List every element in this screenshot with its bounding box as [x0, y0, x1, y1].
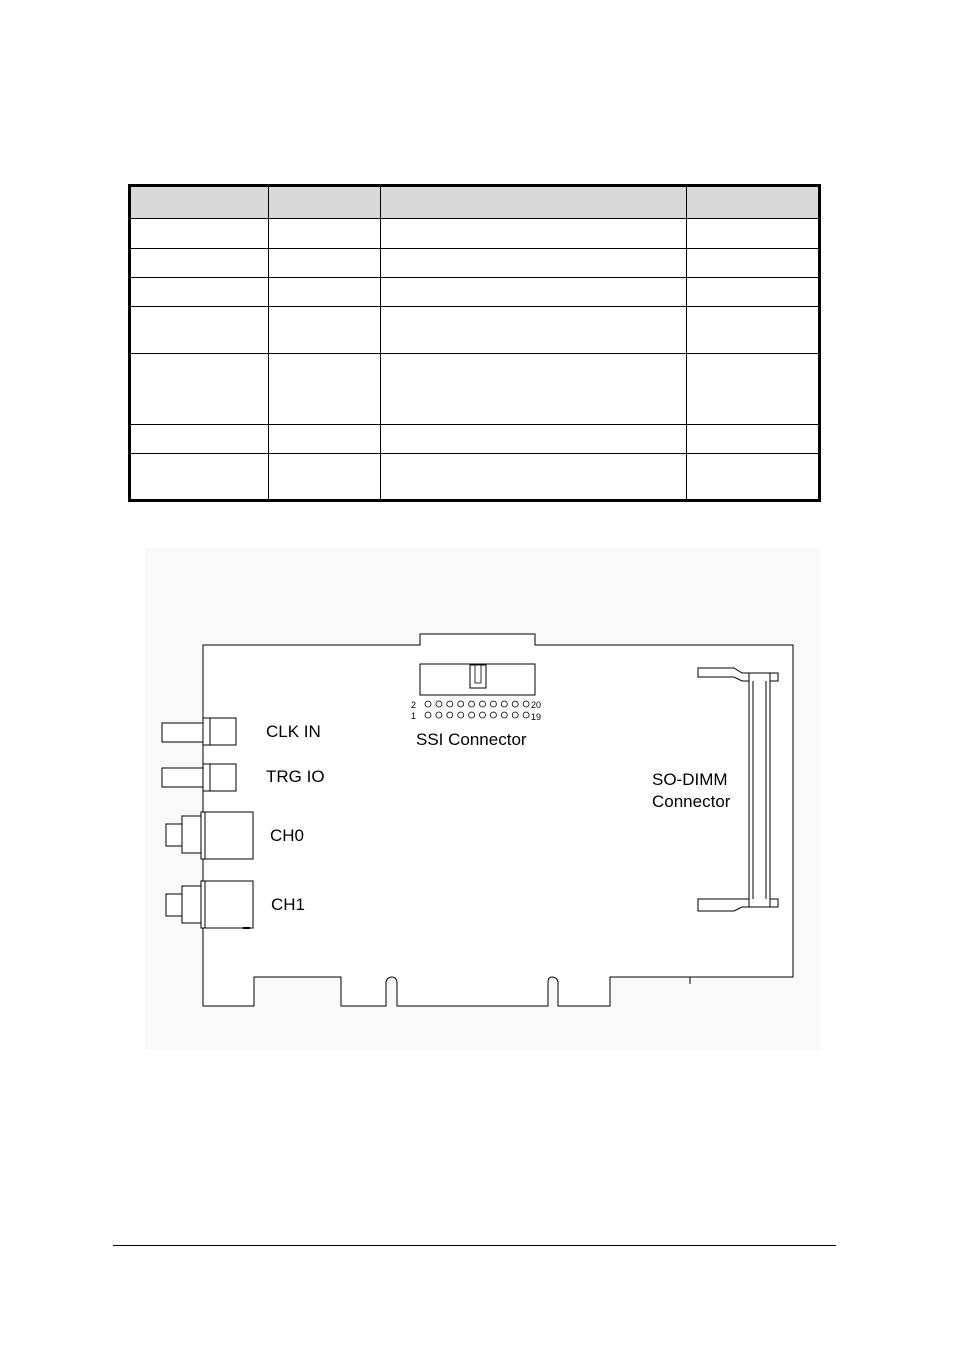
sodimm-label-line2: Connector — [652, 792, 731, 811]
ch0-plug — [166, 824, 182, 846]
trg-io-cable — [162, 768, 205, 787]
ssi-pin — [436, 701, 442, 707]
clk-in-cable — [162, 723, 205, 742]
trg-io-label: TRG IO — [266, 767, 325, 786]
footer-divider — [113, 1245, 836, 1246]
ssi-pin — [447, 712, 453, 718]
ssi-pin — [480, 712, 486, 718]
ssi-pin — [501, 701, 507, 707]
ssi-pin — [480, 701, 486, 707]
ch0-label: CH0 — [270, 826, 305, 845]
ssi-pin — [490, 712, 496, 718]
ch1-label: CH1 — [271, 895, 306, 914]
sodimm-label-line1: SO-DIMM — [652, 770, 728, 789]
ssi-pin — [436, 712, 442, 718]
ssi-pin — [425, 712, 431, 718]
clk-in-label: CLK IN — [266, 722, 321, 741]
clk-in-connector — [203, 718, 236, 745]
ch1-plug — [166, 894, 182, 916]
ssi-pin — [490, 701, 496, 707]
pin-label-19: 19 — [531, 712, 542, 722]
ssi-pin — [512, 701, 518, 707]
ssi-pin — [458, 712, 464, 718]
ch1-connector — [201, 881, 253, 928]
sodimm-slot-body — [749, 673, 770, 907]
ch1-collar — [182, 886, 202, 923]
pin-label-20: 20 — [531, 700, 542, 710]
ch0-collar — [182, 816, 202, 853]
pin-label-2: 2 — [411, 700, 417, 710]
ssi-connector-label: SSI Connector — [416, 730, 527, 749]
ssi-pin — [523, 701, 529, 707]
ssi-pin — [458, 701, 464, 707]
ssi-pin — [512, 712, 518, 718]
ssi-pin — [447, 701, 453, 707]
ch0-connector — [201, 812, 253, 859]
ssi-pin — [469, 712, 475, 718]
ssi-pin — [523, 712, 529, 718]
pin-label-1: 1 — [411, 711, 417, 721]
ssi-pin — [469, 701, 475, 707]
trg-io-connector — [203, 764, 236, 791]
ssi-pin — [501, 712, 507, 718]
ssi-connector-key-inner — [475, 665, 481, 683]
ssi-pin — [425, 701, 431, 707]
